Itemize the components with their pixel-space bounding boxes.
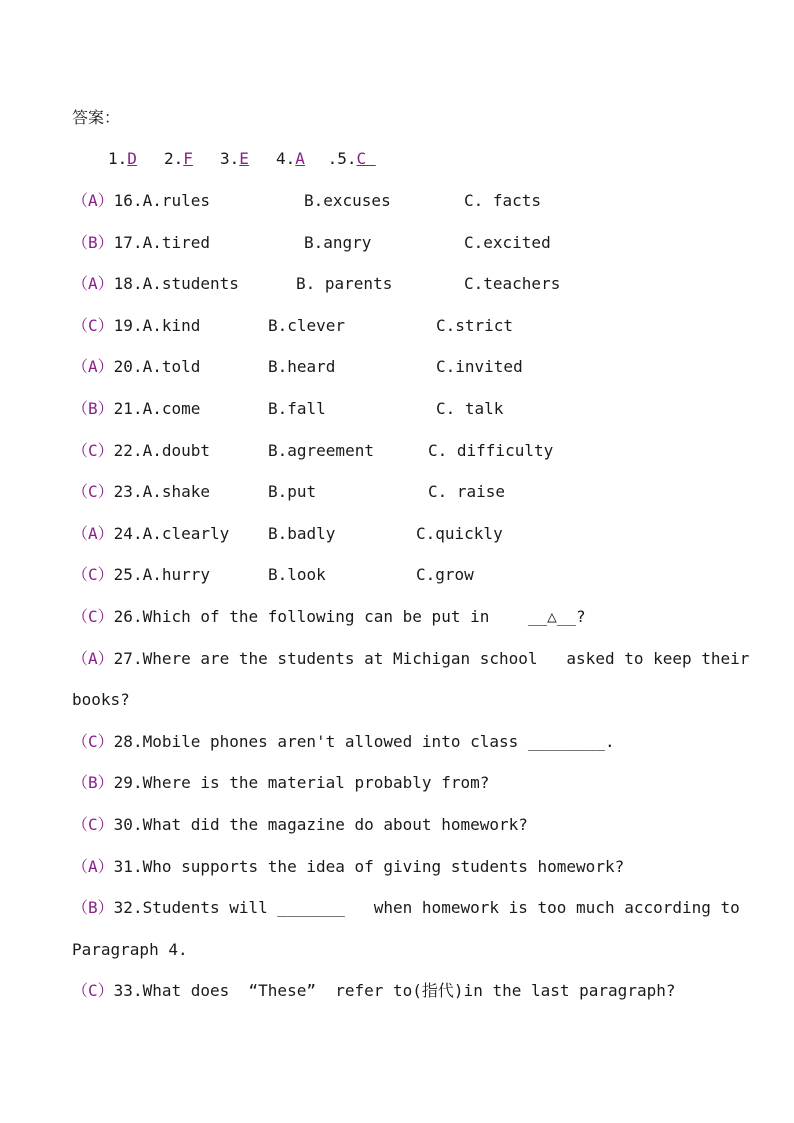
question-row: （A）27.Where are the students at Michigan school asked to keep their [72,648,750,668]
question-row: books? [72,690,130,710]
mcq-option-c: C. facts [464,191,542,210]
key-item: 3.E [220,149,249,168]
mcq-option-c: C.grow [416,565,474,585]
key-item: 2.F [164,149,193,168]
mcq-stem: （C）22.A.doubt [72,440,210,460]
mcq-option-b: B. parents [296,274,393,294]
mcq-stem: （A）18.A.students [72,274,239,294]
mcq-option-c: C. talk [436,399,504,418]
answer-heading: 答案： [72,108,121,127]
mcq-option-b: B.fall [268,399,326,418]
key-item: 1.D [108,149,137,168]
mcq-option-b: B.badly [268,523,336,543]
question-row: （B）32.Students will _______ when homework is too much according to [72,898,740,918]
question-row: （B）29.Where is the material probably from? [72,773,490,793]
mcq-stem: （B）17.A.tired [72,232,210,252]
mcq-option-c: C.teachers [464,274,561,294]
mcq-option-b: B.put [268,482,317,502]
key-item: 4.A [276,149,305,168]
mcq-stem: （A）20.A.told [72,357,201,377]
mcq-option-b: B.clever [268,315,346,335]
question-row: （C）28.Mobile phones aren't allowed into class ________. [72,731,615,751]
question-row: （C）30.What did the magazine do about homework? [72,815,528,834]
mcq-option-c: C.invited [436,357,523,377]
mcq-stem: （C）25.A.hurry [72,565,210,585]
mcq-option-b: B.excuses [304,191,391,210]
key-item: .5.C [318,149,376,168]
question-row: Paragraph 4. [72,939,188,959]
mcq-stem: （C）19.A.kind [72,315,201,335]
mcq-option-b: B.heard [268,357,336,377]
mcq-option-b: B.angry [304,232,372,252]
question-row: （C）33.What does “These” refer to(指代)in the last paragraph? [72,981,676,1001]
mcq-option-b: B.look [268,565,326,585]
question-row: （C）26.Which of the following can be put in __△__? [72,607,586,626]
mcq-stem: （B）21.A.come [72,399,201,418]
mcq-option-c: C.strict [436,315,514,335]
question-row: （A）31.Who supports the idea of giving students homework? [72,856,625,876]
mcq-option-c: C. raise [428,482,506,502]
mcq-stem: （C）23.A.shake [72,482,210,502]
mcq-stem: （A）16.A.rules [72,191,210,210]
mcq-option-c: C.quickly [416,523,503,543]
mcq-option-c: C. difficulty [428,440,554,460]
mcq-stem: （A）24.A.clearly [72,523,230,543]
mcq-option-c: C.excited [464,232,551,252]
mcq-option-b: B.agreement [268,440,374,460]
